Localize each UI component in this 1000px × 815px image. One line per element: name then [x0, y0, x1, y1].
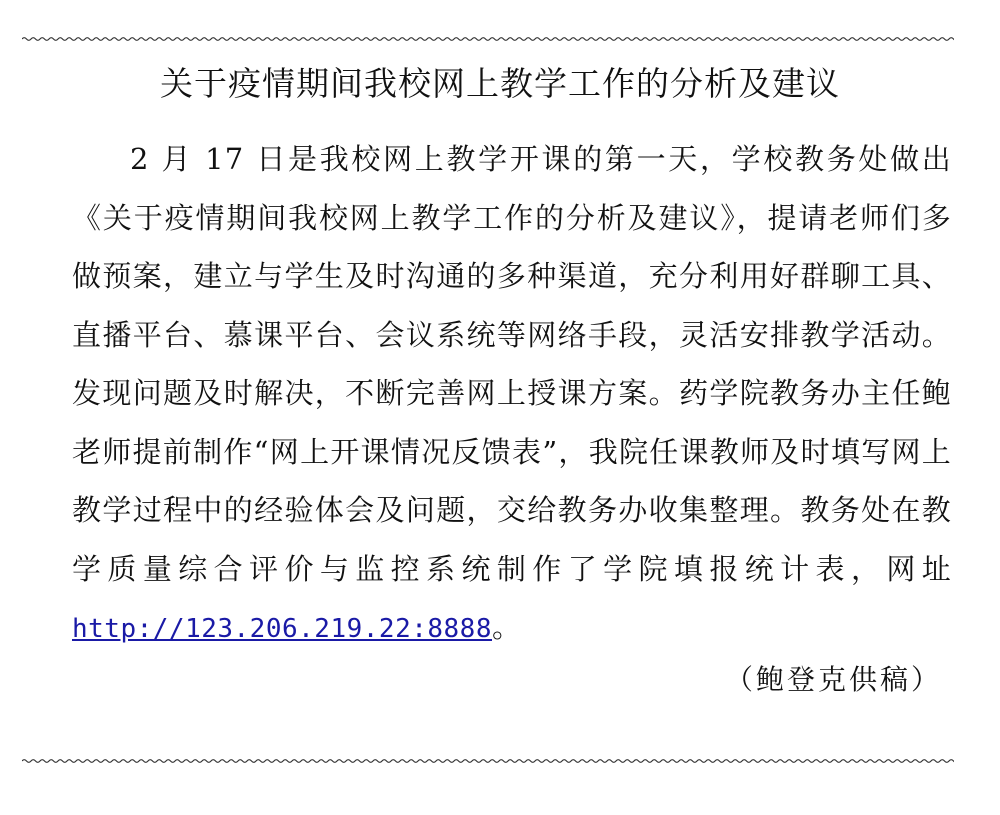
page-title: 关于疫情期间我校网上教学工作的分析及建议	[160, 64, 840, 103]
top-wavy-rule	[22, 34, 954, 44]
author-credit: （鲍登克供稿）	[724, 663, 942, 696]
article-body	[72, 130, 952, 659]
body-end-punctuation: 。	[492, 610, 523, 644]
bottom-wavy-rule	[22, 756, 954, 766]
body-text: 2 月 17 日是我校网上教学开课的第一天，学校教务处做出《关于疫情期间我校网上教学工作的分析及建议》，提请老师们多做预案，建立与学生及时沟通的多种渠道，充分利用好群聊工具、直播平台、慕课平台、会议系统等网络手段，灵活安排教学活动。发现问题及时解决，不断完善网上授课方案。药学院教务办主任鲍老师提前制作“网上开课情况反馈表”，我院任课教师及时填写网上教学过程中的经验体会及问题，交给教务办收集整理。教务处在教学质量综合评价与监控系统制作了学院填报统计表，网址	[72, 142, 952, 586]
website-link[interactable]: http://123.206.219.22:8888	[72, 614, 492, 644]
